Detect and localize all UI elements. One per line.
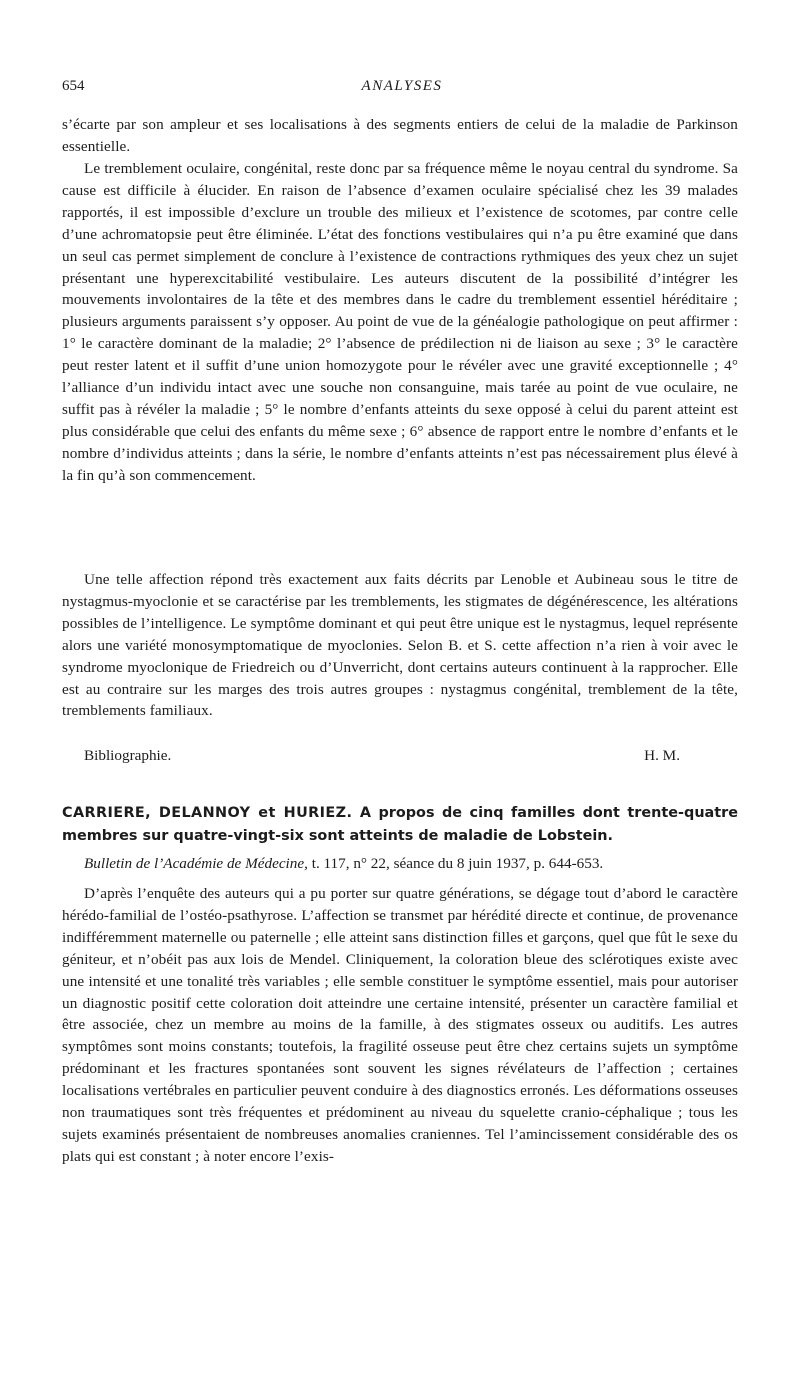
bibliography-line [84,745,680,767]
bibliography-label: Bibliographie. [84,747,172,764]
entry-citation [84,853,740,875]
paragraph-continuation: s’écarte par son ampleur et ses localisations à des segments entiers de celui de la maladie de Parkinson essentielle. [62,116,738,155]
entry-title: A propos de cinq familles dont trente-quatre membres sur quatre-vingt-six sont atteints de maladie de Lobstein. [62,805,739,844]
paragraph-lobstein: D’après l’enquête des auteurs qui a pu porter sur quatre générations, se dégage tout d’abord le caractère hérédo-familial de l’ostéo-psathyrose. L’affection se transmet par hérédité directe et continue, de provenance indifféremment maternelle ou paternelle ; elle atteint sans distinction filles et garçons, quel que fût le sexe du géniteur, et n’obéit pas aux lois de Mendel. Cliniquement, la coloration bleue des sclérotiques existe avec une intensité et une tonalité très variables ; elle semble constituer le symptôme essentiel, mais pour autoriser un diagnostic positif cette coloration doit atteindre une certaine intensité, présenter un caractère familial et être associée, chez un membre au moins de la famille, à des stigmates osseux ou auditifs. Les autres symptômes sont moins constants; toutefois, la fragilité osseuse peut être chez certains sujets un symptôme prédominant et les fractures spontanées sont souvent les signes révélateurs de l’affection ; certaines localisations vertébrales en particulier peuvent conduire à des diagnostics erronés. Les déformations osseuses non traumatiques sont très fréquentes et prédominent au niveau du squelette cranio-céphalique ; tous les sujets examinés présentaient de nombreuses anomalies craniennes. Tel l’amincissement considérable des os plats qui est constant ; à noter encore l’exis- [62,885,738,1165]
running-title: ANALYSES [361,78,443,94]
citation-journal: Bulletin de l’Académie de Médecine, [84,855,308,872]
page-header [62,78,742,100]
paragraph-nystagmus-myoclonie: Une telle affection répond très exactement aux faits décrits par Lenoble et Aubineau sous le titre de nystagmus-myoclonie et se caractérise par les tremblements, les stigmates de dégénérescence, les altérations possibles de l’intelligence. Le symptôme dominant et qui peut être unique est le nystagmus, lequel représente alors une variété monosymptomatique de myoclonies. Selon B. et S. cette affection n’a rien à voir avec le syndrome myoclonique de Friedreich ou d’Unverricht, dont certains auteurs continuent à la rapprocher. Elle est au contraire sur les marges des trois autres groupes : nystagmus congénital, tremblement de la tête, tremblements familiaux. [62,571,738,720]
reviewer-initials: H. M. [644,747,680,764]
entry-authors: CARRIERE, DELANNOY et HURIEZ. [62,805,353,821]
page-number: 654 [62,78,85,94]
paragraph-ocular-tremor: Le tremblement oculaire, congénital, reste donc par sa fréquence même le noyau central du syndrome. Sa cause est difficile à élucider. En raison de l’absence d’examen oculaire spécialisé chez les 39 malades rapportés, il est impossible d’exclure un trouble des milieux et l’existence de scotomes, par contre celle d’une achromatopsie peut être éliminée. L’état des fonctions vestibulaires qui n’a pu être examiné que dans un seul cas permet simplement de conclure à l’existence de contractions rythmiques des yeux chez un sujet présentant une hyperexcitabilité vestibulaire. Les auteurs discutent de la possibilité d’intégrer les mouvements involontaires de la tête et des membres dans le cadre du tremblement essentiel héréditaire ; plusieurs arguments paraissent s’y opposer. Au point de vue de la généalogie pathologique on peut affirmer : 1° le caractère dominant de la maladie; 2° l’absence de prédilection ni de liaison au sexe ; 3° le caractère peut rester latent et il suffit d’une union homozygote pour le révéler avec une gravité exceptionnelle ; 4° l’alliance d’un individu intact avec une souche non consanguine, mais tarée au point de vue oculaire, ne suffit pas à révéler la maladie ; 5° le nombre d’enfants atteints du sexe opposé à celui du parent atteint est plus considérable que celui des enfants du même sexe ; 6° absence de rapport entre le nombre d’enfants et le nombre d’individus atteints ; dans la série, le nombre d’enfants atteints n’est pas nécessairement plus élevé à la fin qu’à son commencement. [62,160,738,484]
article-entry-heading [62,802,738,848]
citation-details: t. 117, n° 22, séance du 8 juin 1937, p. 644-653. [311,855,604,872]
